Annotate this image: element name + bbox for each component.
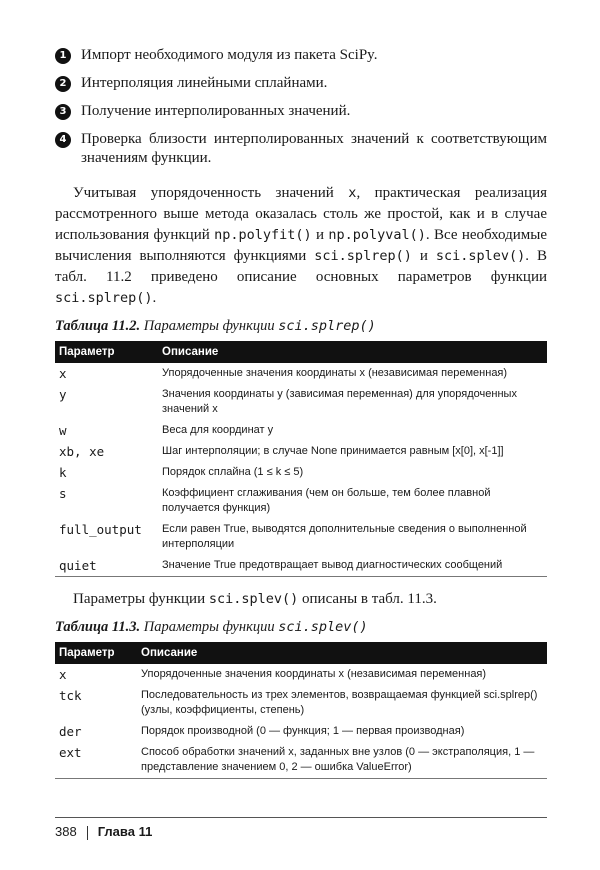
caption-code: sci.splev() [278,619,368,635]
callout-text: Проверка близости интерполированных значений к соответствующим значениям функции. [81,131,547,166]
column-header: Параметр [55,642,137,664]
param-description: Коэффициент сглаживания (чем он больше, тем более плавной получается функция) [162,487,491,514]
body-paragraph [55,183,547,309]
table-row [55,685,547,721]
param-name: der [59,724,82,739]
text: и [311,227,329,243]
page-number: 388 [55,824,77,839]
text: Параметры функции [73,591,209,607]
text: , практическая реализация рассмотренного выше метода оказалась столь же простой, как и в случае использования функций [55,185,547,243]
table-row [55,483,547,519]
callout-number: 3 [55,104,71,120]
callout-text: Импорт необходимого модуля из пакета SciPy. [81,47,378,63]
param-description: Способ обработки значений x, заданных вне узлов (0 — экстраполяция, 1 — представление значением 0, 2 — ошибка ValueError) [141,746,535,773]
inline-code: sci.splrep() [314,248,412,264]
column-header: Параметр [55,341,158,363]
param-description: Порядок сплайна (1 ≤ k ≤ 5) [162,466,304,478]
column-header: Описание [137,642,547,664]
text: . В табл. 11.2 приведено описание основных параметров функции [55,248,548,285]
table-caption [55,317,547,335]
table-row [55,555,547,577]
inline-code: sci.splrep() [55,290,153,306]
callout-item [55,46,547,65]
param-description: Упорядоченные значения координаты x (независимая переменная) [162,367,508,379]
text: . [152,290,157,306]
param-name: s [59,486,67,501]
param-description: Значение True предотвращает вывод диагностических сообщений [162,559,503,571]
table-row [55,441,547,462]
table-header-row [55,341,547,363]
callout-item [55,102,547,121]
callout-number: 1 [55,48,71,64]
table-row [55,721,547,742]
param-name: tck [59,688,82,703]
param-name: y [59,387,67,402]
table-row [55,384,547,420]
inline-code: np.polyfit() [214,227,312,243]
param-name: quiet [59,558,97,573]
caption-code: sci.splrep() [278,318,376,334]
callout-list [55,46,547,177]
divider [87,826,88,840]
table-row [55,420,547,441]
param-name: w [59,423,67,438]
chapter-label: Глава 11 [97,824,153,839]
param-name: x [59,667,67,682]
caption-text: Параметры функции [140,619,279,635]
param-description: Порядок производной (0 — функция; 1 — первая производная) [141,725,465,737]
table-row [55,519,547,555]
param-description: Если равен True, выводятся дополнительные сведения о выполненной интерполяции [162,523,527,550]
callout-item [55,130,547,168]
table-row [55,462,547,483]
table-splrep-params [55,341,547,577]
param-name: full_output [59,522,142,537]
text: и [411,248,436,264]
param-name: xb, xe [59,444,105,459]
param-name: x [59,366,67,381]
param-description: Последовательность из трех элементов, возвращаемая функцией sci.splrep() (узлы, коэффициенты, степень) [141,689,538,716]
table-header-row [55,642,547,664]
inline-code: np.polyval() [328,227,426,243]
table-row [55,742,547,779]
param-description: Веса для координат y [162,424,274,436]
spacer [55,779,547,817]
param-name: ext [59,745,82,760]
callout-number: 4 [55,132,71,148]
table-row [55,363,547,384]
param-description: Упорядоченные значения координаты x (независимая переменная) [141,668,487,680]
inline-code: sci.splev() [435,248,526,264]
param-description: Шаг интерполяции; в случае None принимается равным [x[0], x[-1]] [162,445,504,457]
text: описаны в табл. 11.3. [298,591,437,607]
text: Учитывая упорядоченность значений [73,185,349,201]
table-splev-params [55,642,547,779]
table-caption [55,618,547,636]
text: . Все необходимые вычисления выполняются функциями [55,227,547,264]
table-row [55,664,547,685]
caption-text: Параметры функции [140,318,279,334]
callout-text: Интерполяция линейными сплайнами. [81,75,328,91]
caption-label: Таблица 11.2. [55,318,141,334]
param-name: k [59,465,67,480]
page [55,0,547,870]
body-paragraph [55,589,547,610]
param-description: Значения координаты y (зависимая переменная) для упорядоченных значений x [162,388,517,415]
inline-code: x [348,185,357,201]
caption-label: Таблица 11.3. [55,619,141,635]
column-header: Описание [158,341,547,363]
page-footer [55,817,547,840]
inline-code: sci.splev() [208,591,299,607]
callout-item [55,74,547,93]
callout-text: Получение интерполированных значений. [81,103,351,119]
callout-number: 2 [55,76,71,92]
